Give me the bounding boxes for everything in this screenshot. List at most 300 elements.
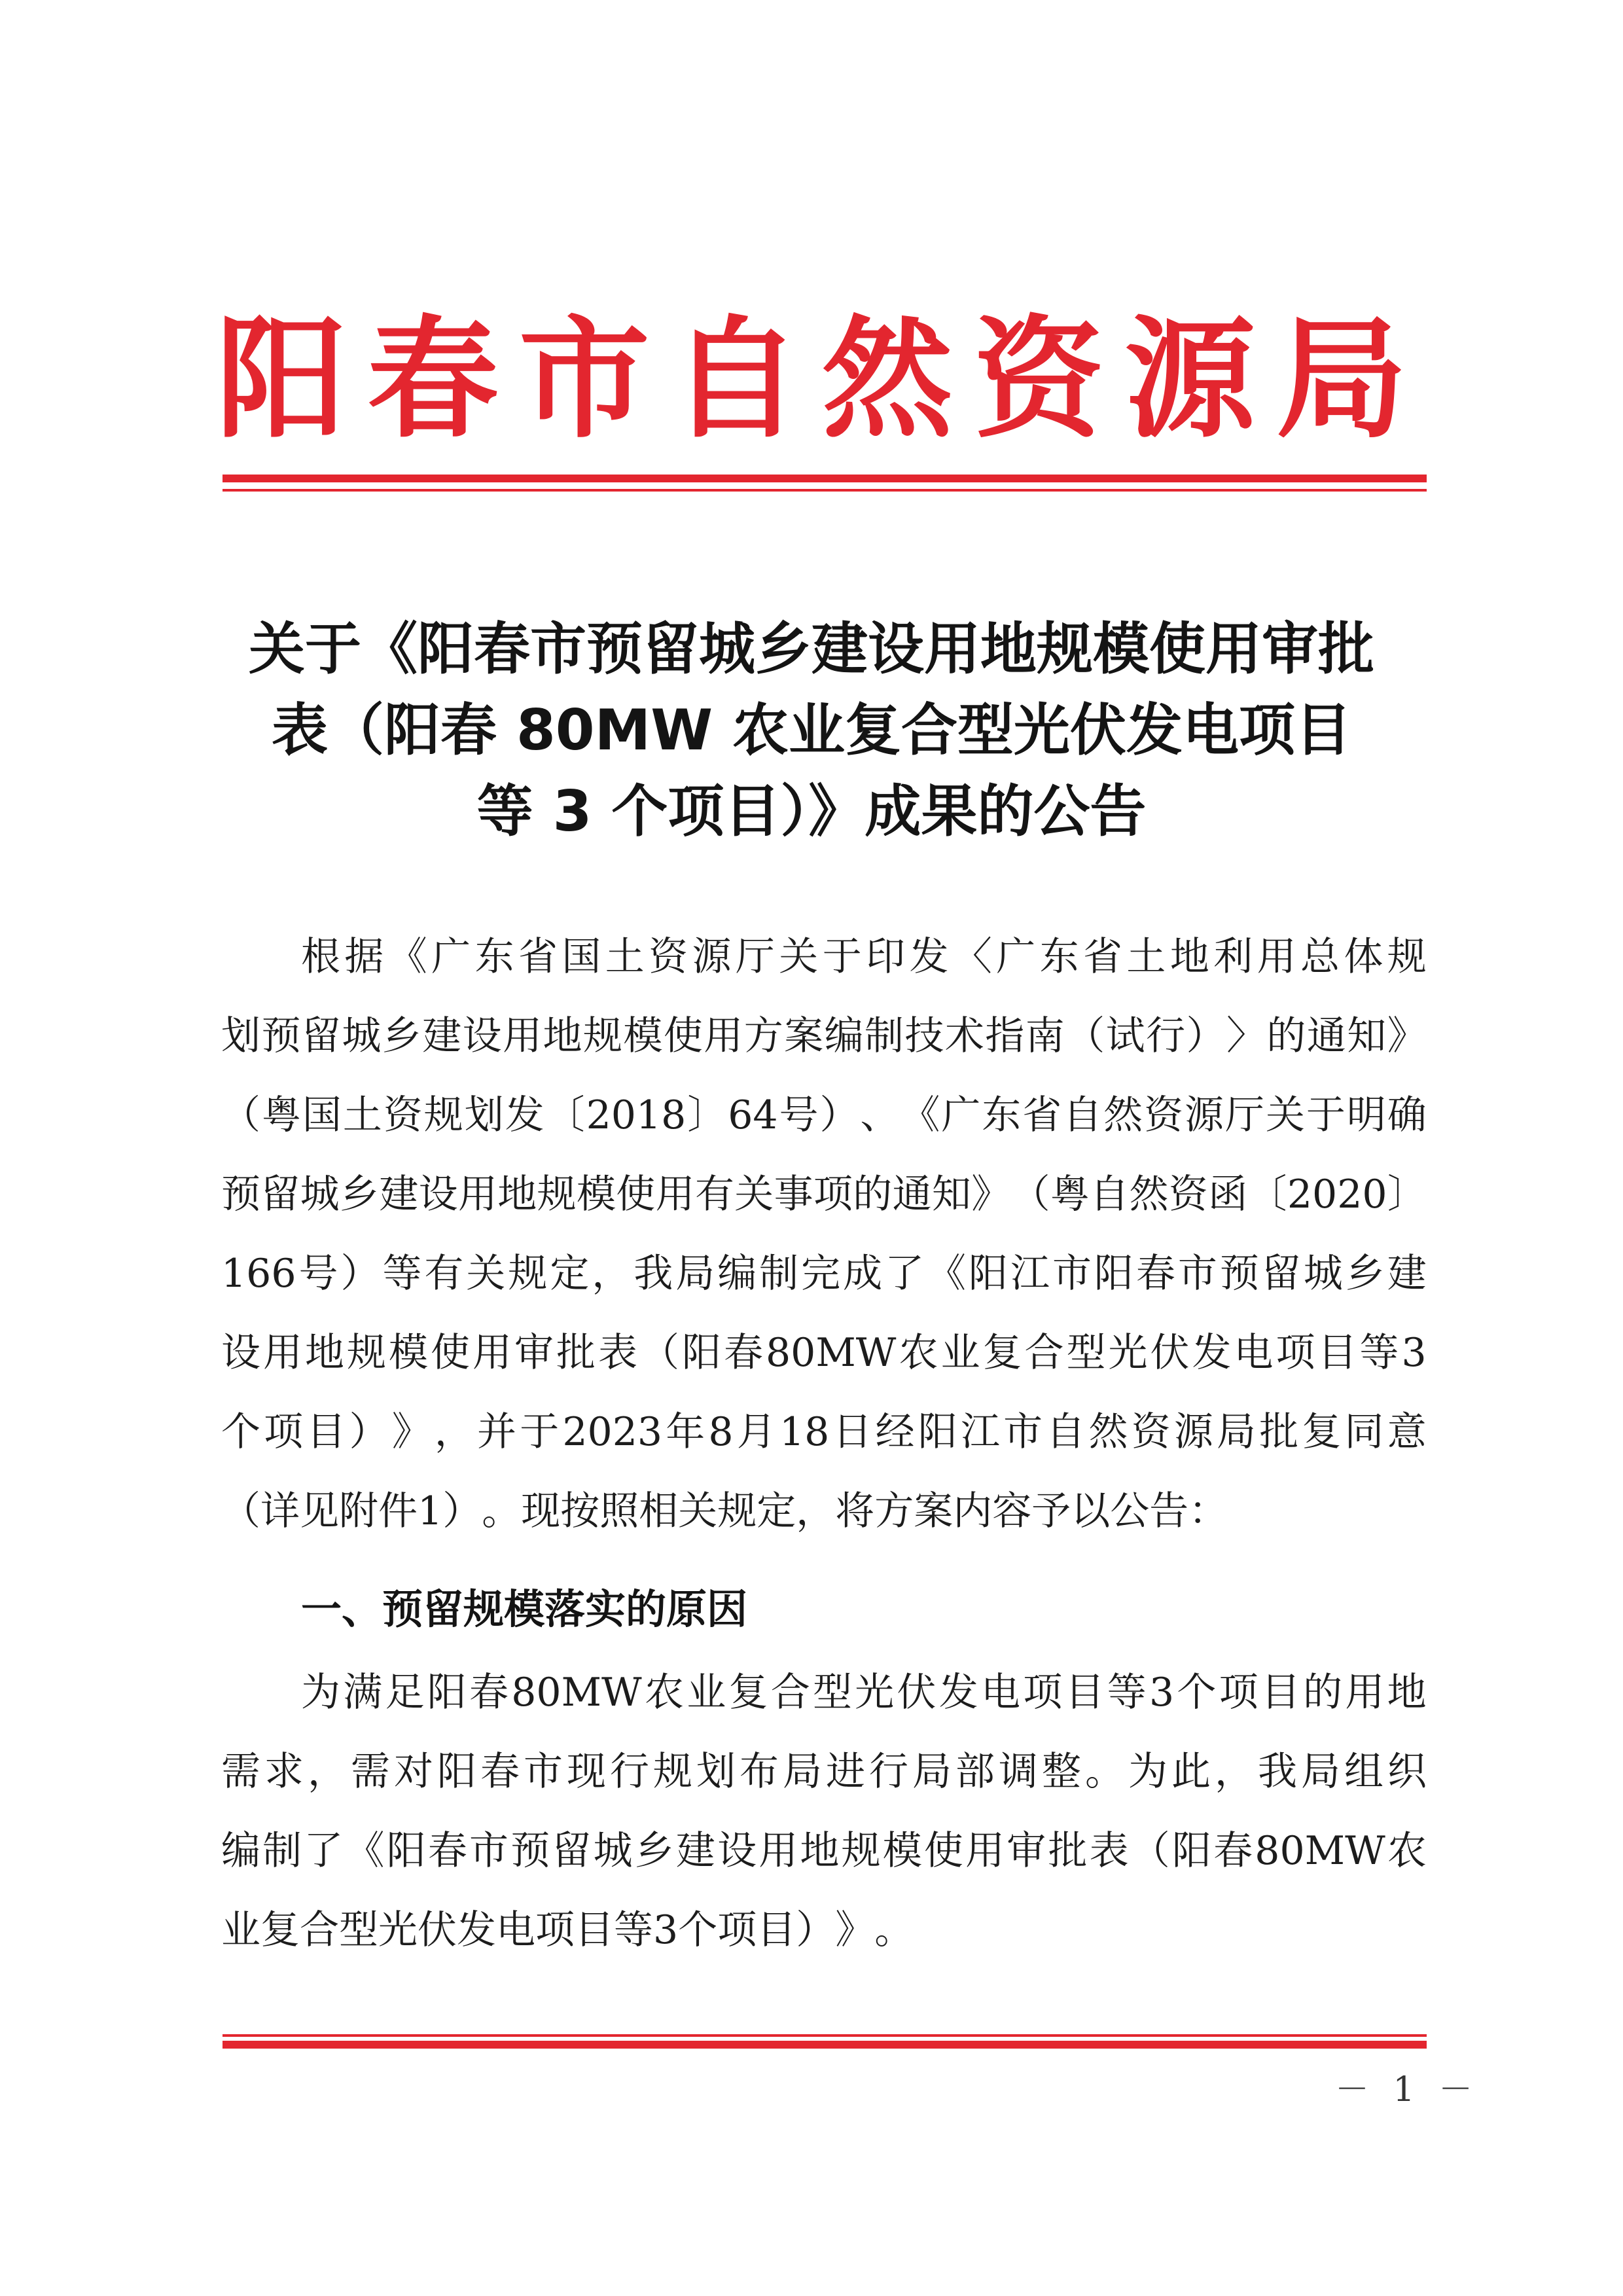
text-glyph: 将 [835,1488,875,1534]
text-glyph: 复 [728,1670,768,1715]
text-glyph: ， [434,1409,474,1455]
agency-header-char: 自 [670,302,802,456]
text-glyph: 等 [614,1907,653,1953]
text-glyph: 光 [1108,1330,1148,1376]
text-glyph: 。 [482,1488,522,1534]
text-glyph: 阳 [682,1330,721,1376]
text-glyph: 留 [1261,1251,1301,1297]
title-line-2: 表（阳春 80MW 农业复合型光伏发电项目 [272,698,1351,763]
paragraph-line [221,1891,1427,1970]
text-glyph: 发 [1192,1330,1232,1376]
text-glyph: 规 [841,1828,881,1874]
text-glyph: 合 [770,1670,810,1715]
text-glyph: 局 [912,1749,952,1795]
text-glyph: 关 [1265,1092,1305,1138]
footer-divider-thick [223,2041,1427,2049]
text-glyph: 阳 [386,1828,426,1874]
text-glyph: 项 [717,1907,757,1953]
text-glyph: 关 [678,1488,718,1534]
text-glyph: 》 [391,1409,431,1455]
agency-header-char: 阳 [216,302,348,456]
text-glyph: 方 [743,1013,783,1059]
text-glyph: 编 [717,1251,757,1297]
text-glyph: 地 [1169,934,1209,980]
text-glyph: 我 [1258,1749,1297,1795]
text-glyph: 目 [757,1907,796,1953]
text-glyph: 定 [550,1251,590,1297]
text-glyph: 、 [860,1092,900,1138]
text-glyph: 〕 [687,1092,727,1138]
paragraph-line [221,997,1427,1076]
text-glyph: 厅 [1224,1092,1264,1138]
text-glyph: 于 [1306,1092,1346,1138]
text-glyph: 利 [1213,934,1253,980]
paragraph-2 [221,1653,1427,1970]
text-glyph: 审 [1007,1828,1046,1874]
text-glyph: 有 [694,1172,734,1217]
text-glyph: 号 [298,1251,338,1297]
agency-header [216,298,1407,461]
text-glyph: 意 [1387,1409,1427,1455]
text-glyph: 省 [1022,1092,1062,1138]
text-glyph: 现 [521,1488,561,1534]
text-glyph: 地 [543,1013,582,1059]
text-glyph: 编 [221,1828,260,1874]
text-glyph: 项 [1275,1330,1315,1376]
header-divider-thin [223,489,1427,492]
text-glyph: 内 [953,1488,993,1534]
text-glyph: 预 [261,1013,301,1059]
text-glyph: （ [221,1092,260,1138]
text-glyph: 阳 [969,1251,1008,1297]
text-glyph: 发 [505,1092,544,1138]
text-glyph: 制 [865,1013,904,1059]
text-glyph: 布 [740,1749,779,1795]
text-glyph: 合 [300,1907,339,1953]
text-glyph: 技 [904,1013,944,1059]
agency-header-char: 源 [1124,302,1256,456]
text-glyph: 等 [1107,1670,1147,1715]
text-glyph: 自 [1046,1409,1086,1455]
text-glyph: 土 [605,934,645,980]
text-glyph: 2018 [586,1092,687,1138]
text-glyph: 模 [389,1330,428,1376]
text-glyph: 春 [480,1749,520,1795]
text-glyph: 发 [909,934,949,980]
text-glyph: 年 [666,1409,705,1455]
text-glyph: 国 [302,1092,342,1138]
text-glyph: 用 [1257,934,1296,980]
text-glyph: 划 [696,1749,736,1795]
text-glyph: 型 [812,1670,852,1715]
text-glyph: 土 [342,1092,382,1138]
text-glyph: 附 [339,1488,378,1534]
text-glyph: 为 [1128,1749,1168,1795]
text-glyph: 《 [927,1251,967,1297]
text-glyph: 阳 [437,1749,476,1795]
text-glyph: 地 [1387,1670,1427,1715]
text-glyph: 模 [623,1013,663,1059]
text-glyph: 留 [552,1828,592,1874]
text-glyph: 个 [678,1907,718,1953]
text-glyph: 于 [520,1409,560,1455]
text-glyph: ， [1215,1749,1254,1795]
text-glyph: 乡 [634,1828,674,1874]
text-glyph: 模 [882,1828,922,1874]
text-glyph: ） [819,1092,859,1138]
text-glyph: 项 [1219,1670,1258,1715]
title-line-1: 关于《阳春市预留城乡建设用地规模使用审批 [249,617,1374,682]
paragraph-line [221,1653,1427,1732]
text-glyph: 于 [822,934,862,980]
text-glyph: （ [640,1330,679,1376]
document-title [196,609,1427,852]
text-glyph: 用 [503,1013,543,1059]
text-glyph: 18 [779,1409,830,1455]
text-glyph: 然 [1088,1409,1128,1455]
paragraph-line [221,1812,1427,1891]
text-glyph: 阳 [918,1409,957,1455]
text-glyph: 1 [418,1488,443,1534]
text-glyph: 方 [874,1488,914,1534]
text-glyph: 资 [1144,1092,1184,1138]
text-glyph: 省 [518,934,558,980]
paragraph-line [221,918,1427,997]
text-glyph: 规 [653,1749,692,1795]
text-glyph: 光 [378,1907,418,1953]
text-glyph: 公 [1110,1488,1150,1534]
text-glyph: 行 [869,1749,908,1795]
text-glyph: （ [221,1488,260,1534]
text-glyph: 源 [692,934,732,980]
text-glyph: ， [592,1251,632,1297]
text-glyph: 按 [560,1488,600,1534]
text-glyph: 使 [431,1330,470,1376]
text-glyph: 东 [982,1092,1022,1138]
paragraph-line [221,1234,1427,1314]
text-glyph: 关 [734,1172,774,1217]
text-glyph: （ [1065,1013,1105,1059]
text-glyph: 了 [304,1828,344,1874]
text-glyph: 用 [1345,1670,1385,1715]
text-glyph: 合 [1024,1330,1064,1376]
text-glyph: 成 [843,1251,883,1297]
text-glyph: 型 [339,1907,378,1953]
text-glyph: 建 [422,1013,462,1059]
text-glyph: 完 [801,1251,841,1297]
text-glyph: 表 [598,1330,637,1376]
text-glyph: 自 [1090,1172,1130,1217]
text-glyph: 城 [1303,1251,1343,1297]
text-glyph: 业 [687,1670,726,1715]
text-glyph: 乡 [339,1172,379,1217]
text-glyph: 表 [1089,1828,1129,1874]
text-glyph: 规 [423,1092,463,1138]
paragraph-line [221,1076,1427,1155]
text-glyph: 件 [378,1488,418,1534]
text-glyph: 织 [1387,1749,1427,1795]
text-glyph: 求 [264,1749,304,1795]
text-glyph: 批 [1048,1828,1088,1874]
text-glyph: 经 [875,1409,915,1455]
text-glyph: 为 [301,1670,340,1715]
text-glyph: 项 [1023,1670,1063,1715]
text-glyph: 明 [1346,1092,1386,1138]
text-glyph: 个 [1177,1670,1217,1715]
text-glyph: 〔 [545,1092,585,1138]
text-glyph: 电 [496,1907,535,1953]
text-glyph: 组 [1344,1749,1383,1795]
text-glyph: 〉 [1226,1013,1266,1059]
text-glyph: 复 [260,1907,300,1953]
text-glyph: 划 [221,1013,260,1059]
text-glyph: 使 [616,1172,656,1217]
text-glyph: 通 [892,1172,932,1217]
text-glyph: ： [1188,1488,1228,1534]
text-glyph: 用 [965,1828,1005,1874]
text-glyph: 整 [1042,1749,1081,1795]
text-glyph: 资 [1131,1409,1171,1455]
text-glyph: 案 [914,1488,954,1534]
text-glyph: 型 [1066,1330,1106,1376]
text-glyph: 予 [1031,1488,1071,1534]
paragraph-line [221,1393,1427,1472]
text-glyph: 乡 [382,1013,421,1059]
text-glyph: 用 [457,1172,497,1217]
text-glyph: ） [349,1409,389,1455]
text-glyph: 规 [537,1172,577,1217]
text-glyph: 定 [757,1488,796,1534]
text-glyph: 》 [835,1907,875,1953]
text-glyph: 8 [708,1409,734,1455]
text-glyph: 设 [418,1172,458,1217]
text-glyph: 目 [306,1409,346,1455]
text-glyph: 乡 [1345,1251,1385,1297]
text-glyph: 规 [347,1330,386,1376]
text-glyph: 农 [1387,1828,1427,1874]
text-glyph: 通 [1306,1013,1346,1059]
text-glyph: 地 [305,1330,344,1376]
text-glyph: 关 [779,934,819,980]
text-glyph: 阳 [427,1670,467,1715]
text-glyph: 资 [383,1092,423,1138]
text-glyph: 的 [853,1172,893,1217]
text-glyph: 批 [556,1330,596,1376]
text-glyph: 春 [427,1828,467,1874]
text-glyph: 电 [980,1670,1020,1715]
text-glyph: 省 [1083,934,1123,980]
text-glyph: 规 [508,1251,548,1297]
text-glyph: 〈 [952,934,992,980]
text-glyph: 〕 [1387,1172,1427,1217]
text-glyph: 指 [985,1013,1025,1059]
text-glyph: 广 [431,934,471,980]
text-glyph: 然 [1103,1092,1143,1138]
text-glyph: 了 [885,1251,925,1297]
text-glyph: 制 [262,1828,302,1874]
header-divider-thick [223,475,1427,482]
text-glyph: 需 [351,1749,390,1795]
agency-header-char: 然 [821,302,953,456]
text-glyph: 留 [260,1172,300,1217]
text-glyph: 设 [717,1828,757,1874]
paragraph-line [221,1472,1427,1551]
text-glyph: 批 [1259,1409,1299,1455]
text-glyph: 市 [1177,1251,1217,1297]
text-glyph: 166 [221,1251,296,1297]
text-glyph: ） [340,1251,380,1297]
text-glyph: 3 [653,1907,679,1953]
text-glyph: 项 [264,1409,304,1455]
text-glyph: 并 [477,1409,517,1455]
text-glyph: 农 [899,1330,938,1376]
text-glyph: 。 [874,1907,914,1953]
page-number: － 1 － [1335,2070,1480,2109]
text-glyph: 地 [800,1828,840,1874]
text-glyph: 3 [1149,1670,1175,1715]
text-glyph: 复 [982,1330,1022,1376]
text-glyph: 等 [1359,1330,1399,1376]
text-glyph: 粤 [1050,1172,1090,1217]
text-glyph: 函 [1208,1172,1248,1217]
text-glyph: 用 [758,1828,798,1874]
text-glyph: 伏 [897,1670,936,1715]
text-glyph: 需 [221,1749,260,1795]
text-glyph: 使 [923,1828,963,1874]
text-glyph: 的 [1266,1013,1306,1059]
text-glyph: 然 [1129,1172,1169,1217]
text-glyph: 留 [301,1013,341,1059]
text-glyph: 粤 [261,1092,301,1138]
text-glyph: 项 [535,1907,575,1953]
text-glyph: 《 [387,934,427,980]
text-glyph: 模 [576,1172,616,1217]
text-glyph: ） [442,1488,482,1534]
text-glyph: 市 [524,1749,563,1795]
text-glyph: 见 [300,1488,339,1534]
text-glyph: 案 [784,1013,824,1059]
agency-header-char: 资 [973,302,1105,456]
text-glyph: 设 [462,1013,502,1059]
text-glyph: 源 [1173,1409,1213,1455]
text-glyph: 城 [300,1172,340,1217]
text-glyph: 3 [1401,1330,1427,1376]
text-glyph: 春 [469,1670,508,1715]
text-glyph: 春 [1213,1828,1253,1874]
text-glyph: 个 [221,1409,260,1455]
text-glyph: 关 [466,1251,506,1297]
text-glyph: ， [796,1488,836,1534]
text-glyph: 业 [221,1907,260,1953]
text-glyph: 建 [675,1828,715,1874]
agency-header-char: 局 [1275,302,1407,456]
text-glyph: 光 [855,1670,895,1715]
text-glyph: 电 [1234,1330,1274,1376]
text-glyph: 现 [567,1749,606,1795]
text-glyph: 设 [221,1330,260,1376]
text-glyph: 春 [724,1330,763,1376]
text-glyph: 目 [1317,1330,1357,1376]
text-glyph: 。 [1085,1749,1124,1795]
text-glyph: 建 [1387,1251,1427,1297]
text-glyph: 80MW [766,1330,897,1376]
text-glyph: 复 [1302,1409,1342,1455]
text-glyph: 〔 [1247,1172,1287,1217]
text-glyph: 调 [999,1749,1038,1795]
text-glyph: 发 [457,1907,496,1953]
text-glyph: 源 [1185,1092,1224,1138]
text-glyph: 目 [1065,1670,1105,1715]
text-glyph: 业 [940,1330,980,1376]
text-glyph: 南 [1025,1013,1065,1059]
text-glyph: 《 [901,1092,940,1138]
text-glyph: 对 [394,1749,433,1795]
text-glyph: 相 [639,1488,679,1534]
text-glyph: 划 [464,1092,504,1138]
text-glyph: 伏 [1150,1330,1190,1376]
text-glyph: 春 [1135,1251,1175,1297]
text-glyph: 建 [379,1172,419,1217]
text-glyph: 用 [704,1013,743,1059]
text-glyph: 局 [783,1749,822,1795]
text-glyph: 预 [221,1172,260,1217]
text-glyph: 据 [344,934,384,980]
text-glyph: 》 [971,1172,1011,1217]
text-glyph: 土 [1126,934,1166,980]
text-glyph: 编 [824,1013,864,1059]
text-glyph: 以 [1071,1488,1111,1534]
text-glyph: 术 [944,1013,984,1059]
text-glyph: 规 [717,1488,757,1534]
paragraph-line [221,1155,1427,1234]
text-glyph: ） [796,1907,836,1953]
text-glyph: ） [1186,1013,1226,1059]
text-glyph: 《 [345,1828,385,1874]
section-heading: 一、预留规模落实的原因 [301,1585,748,1633]
text-glyph: 阳 [1094,1251,1133,1297]
paragraph-line [221,1732,1427,1812]
text-glyph: 项 [813,1172,853,1217]
text-glyph: （ [1010,1172,1050,1217]
text-glyph: 告 [1149,1488,1189,1534]
text-glyph: 市 [469,1828,509,1874]
text-glyph: 用 [473,1330,512,1376]
text-glyph: 确 [1387,1092,1427,1138]
text-glyph: 满 [343,1670,383,1715]
text-glyph: 东 [474,934,514,980]
text-glyph: 行 [610,1749,649,1795]
text-glyph: 资 [649,934,688,980]
text-glyph: 市 [1052,1251,1092,1297]
footer-divider-thin [223,2034,1427,2037]
text-glyph: 2023 [562,1409,663,1455]
text-glyph: 城 [593,1828,633,1874]
text-glyph: 此 [1171,1749,1211,1795]
text-glyph: 64 [728,1092,778,1138]
text-glyph: 用 [655,1172,695,1217]
text-glyph: 80MW [1255,1828,1385,1874]
text-glyph: 知 [931,1172,971,1217]
text-glyph: 江 [1010,1251,1050,1297]
text-glyph: 预 [510,1828,550,1874]
text-glyph: 局 [1301,1749,1340,1795]
text-glyph: 制 [759,1251,799,1297]
text-glyph: ， [308,1749,347,1795]
paragraph-1 [221,918,1427,1551]
text-glyph: 月 [736,1409,776,1455]
text-glyph: 等 [382,1251,422,1297]
text-glyph: 东 [1039,934,1079,980]
